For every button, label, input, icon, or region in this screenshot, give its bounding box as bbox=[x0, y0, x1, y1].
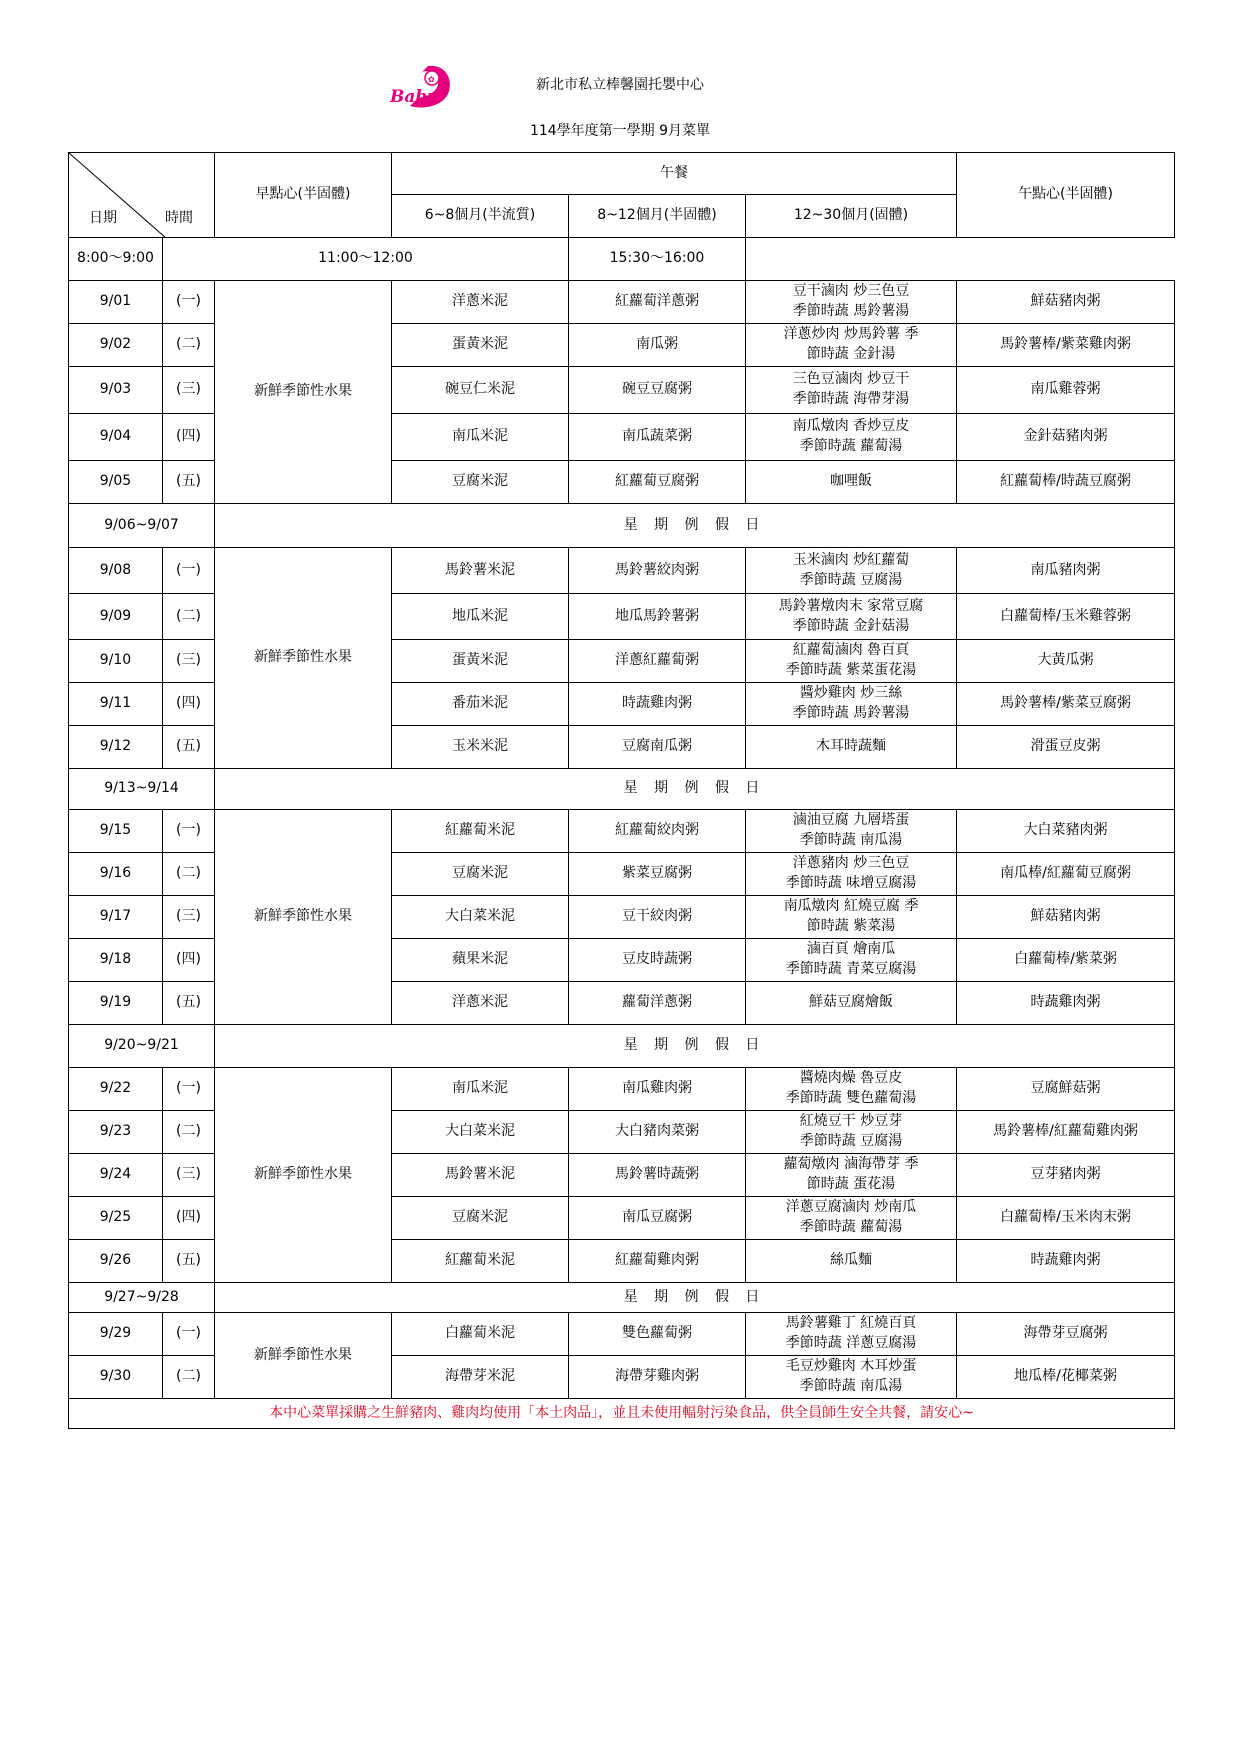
center-name: 新北市私立棒馨園托嬰中心 bbox=[536, 77, 704, 93]
afternoon-snack-dish: 南瓜雞蓉粥 bbox=[957, 367, 1175, 414]
holiday-label: 星 期 例 假 日 bbox=[215, 1025, 1175, 1068]
dish-line-1: 洋蔥炒肉 炒馬鈴薯 季 bbox=[783, 326, 919, 343]
day-of-week: (一) bbox=[163, 548, 215, 594]
footnote: 本中心菜單採購之生鮮豬肉、雞肉均使用「本土肉品」，並且未使用輻射污染食品，供全員師生安全共餐，請安心~ bbox=[69, 1399, 1175, 1429]
day-row bbox=[69, 810, 1175, 853]
lunch-12-30-dish bbox=[746, 1313, 957, 1356]
lunch-12-30-dish bbox=[746, 461, 957, 504]
lunch-12-30-dish bbox=[746, 1111, 957, 1154]
morning-time: 8:00～9:00 bbox=[69, 238, 163, 281]
lunch-12-30-dish bbox=[746, 1197, 957, 1240]
day-of-week: (五) bbox=[163, 1240, 215, 1283]
lunch-6-8-dish: 玉米米泥 bbox=[392, 726, 569, 769]
lunch-6-8-header: 6~8個月(半流質) bbox=[392, 195, 569, 238]
lunch-8-12-dish: 南瓜豆腐粥 bbox=[569, 1197, 746, 1240]
dish-line-1: 絲瓜麵 bbox=[830, 1252, 873, 1269]
dish-line-2: 季節時蔬 蘿蔔湯 bbox=[799, 1219, 903, 1235]
day-date: 9/01 bbox=[69, 281, 163, 324]
lunch-8-12-dish: 南瓜粥 bbox=[569, 324, 746, 367]
dish-line-2: 節時蔬 蛋花湯 bbox=[806, 1176, 896, 1192]
day-date: 9/10 bbox=[69, 640, 163, 683]
afternoon-snack-dish: 時蔬雞肉粥 bbox=[957, 1240, 1175, 1283]
lunch-6-8-dish: 海帶芽米泥 bbox=[392, 1356, 569, 1399]
day-of-week: (二) bbox=[163, 1111, 215, 1154]
lunch-6-8-dish: 大白菜米泥 bbox=[392, 1111, 569, 1154]
lunch-6-8-dish: 地瓜米泥 bbox=[392, 594, 569, 640]
day-of-week: (二) bbox=[163, 594, 215, 640]
day-of-week: (四) bbox=[163, 414, 215, 461]
morning-snack-header: 早點心(半固體) bbox=[215, 153, 392, 238]
lunch-6-8-dish: 紅蘿蔔米泥 bbox=[392, 810, 569, 853]
lunch-8-12-dish: 時蔬雞肉粥 bbox=[569, 683, 746, 726]
dish-line-2: 節時蔬 金針湯 bbox=[806, 346, 896, 362]
dish-line-1: 豆干滷肉 炒三色豆 bbox=[792, 283, 910, 300]
lunch-12-30-dish bbox=[746, 367, 957, 414]
dish-line-2: 季節時蔬 金針菇湯 bbox=[792, 617, 910, 634]
day-of-week: (二) bbox=[163, 324, 215, 367]
day-date: 9/15 bbox=[69, 810, 163, 853]
morning-fruit: 新鮮季節性水果 bbox=[215, 548, 392, 769]
afternoon-snack-dish: 鮮菇豬肉粥 bbox=[957, 281, 1175, 324]
lunch-12-30-dish bbox=[746, 896, 957, 939]
lunch-12-30-dish bbox=[746, 1240, 957, 1283]
lunch-8-12-dish: 蘿蔔洋蔥粥 bbox=[569, 982, 746, 1025]
day-row bbox=[69, 281, 1175, 324]
lunch-time: 11:00～12:00 bbox=[163, 238, 569, 281]
day-date: 9/22 bbox=[69, 1068, 163, 1111]
dish-line-2: 季節時蔬 青菜豆腐湯 bbox=[785, 961, 917, 977]
holiday-label: 星 期 例 假 日 bbox=[215, 769, 1175, 810]
page-header bbox=[0, 0, 1240, 150]
day-of-week: (二) bbox=[163, 1356, 215, 1399]
holiday-range: 9/06~9/07 bbox=[69, 504, 215, 548]
afternoon-snack-dish: 大黃瓜粥 bbox=[957, 640, 1175, 683]
lunch-12-30-dish bbox=[746, 1356, 957, 1399]
dish-line-1: 醬炒雞肉 炒三絲 bbox=[799, 685, 903, 702]
lunch-8-12-header: 8~12個月(半固體) bbox=[569, 195, 746, 238]
afternoon-snack-dish: 白蘿蔔棒/紫菜粥 bbox=[957, 939, 1175, 982]
dish-line-1: 洋蔥豆腐滷肉 炒南瓜 bbox=[785, 1199, 917, 1216]
lunch-8-12-dish: 豆皮時蔬粥 bbox=[569, 939, 746, 982]
afternoon-snack-dish: 大白菜豬肉粥 bbox=[957, 810, 1175, 853]
day-date: 9/04 bbox=[69, 414, 163, 461]
day-date: 9/16 bbox=[69, 853, 163, 896]
day-row bbox=[69, 1068, 1175, 1111]
day-date: 9/23 bbox=[69, 1111, 163, 1154]
day-of-week: (三) bbox=[163, 367, 215, 414]
dish-line-1: 紅燒豆干 炒豆芽 bbox=[799, 1113, 903, 1130]
dish-line-2: 季節時蔬 豆腐湯 bbox=[799, 571, 903, 588]
day-of-week: (二) bbox=[163, 853, 215, 896]
dish-line-2: 季節時蔬 馬鈴薯湯 bbox=[792, 705, 910, 721]
lunch-6-8-dish: 馬鈴薯米泥 bbox=[392, 548, 569, 594]
lunch-12-30-dish bbox=[746, 414, 957, 461]
holiday-row bbox=[69, 769, 1175, 810]
lunch-12-30-dish bbox=[746, 324, 957, 367]
afternoon-snack-dish: 紅蘿蔔棒/時蔬豆腐粥 bbox=[957, 461, 1175, 504]
lunch-6-8-dish: 蘋果米泥 bbox=[392, 939, 569, 982]
lunch-6-8-dish: 紅蘿蔔米泥 bbox=[392, 1240, 569, 1283]
day-row bbox=[69, 548, 1175, 594]
lunch-8-12-dish: 洋蔥紅蘿蔔粥 bbox=[569, 640, 746, 683]
holiday-row bbox=[69, 504, 1175, 548]
lunch-12-30-dish bbox=[746, 853, 957, 896]
day-date: 9/11 bbox=[69, 683, 163, 726]
day-row bbox=[69, 1313, 1175, 1356]
lunch-8-12-dish: 海帶芽雞肉粥 bbox=[569, 1356, 746, 1399]
lunch-8-12-dish: 紅蘿蔔絞肉粥 bbox=[569, 810, 746, 853]
time-header: 時間 bbox=[165, 210, 193, 226]
lunch-12-30-dish bbox=[746, 640, 957, 683]
dish-line-2: 季節時蔬 紫菜蛋花湯 bbox=[785, 662, 917, 678]
afternoon-snack-dish: 滑蛋豆皮粥 bbox=[957, 726, 1175, 769]
afternoon-snack-dish: 地瓜棒/花椰菜粥 bbox=[957, 1356, 1175, 1399]
lunch-6-8-dish: 蛋黃米泥 bbox=[392, 640, 569, 683]
day-date: 9/09 bbox=[69, 594, 163, 640]
lunch-12-30-header: 12~30個月(固體) bbox=[746, 195, 957, 238]
day-of-week: (四) bbox=[163, 683, 215, 726]
holiday-range: 9/20~9/21 bbox=[69, 1025, 215, 1068]
lunch-12-30-dish bbox=[746, 548, 957, 594]
morning-fruit: 新鮮季節性水果 bbox=[215, 1068, 392, 1283]
lunch-12-30-dish bbox=[746, 281, 957, 324]
day-date: 9/02 bbox=[69, 324, 163, 367]
day-of-week: (三) bbox=[163, 1154, 215, 1197]
lunch-8-12-dish: 紅蘿蔔洋蔥粥 bbox=[569, 281, 746, 324]
day-of-week: (一) bbox=[163, 1068, 215, 1111]
afternoon-snack-dish: 海帶芽豆腐粥 bbox=[957, 1313, 1175, 1356]
holiday-row bbox=[69, 1283, 1175, 1313]
dish-line-1: 滷油豆腐 九層塔蛋 bbox=[792, 812, 910, 829]
dish-line-2: 季節時蔬 雙色蘿蔔湯 bbox=[785, 1090, 917, 1106]
lunch-8-12-dish: 地瓜馬鈴薯粥 bbox=[569, 594, 746, 640]
lunch-8-12-dish: 南瓜雞肉粥 bbox=[569, 1068, 746, 1111]
lunch-8-12-dish: 紅蘿蔔豆腐粥 bbox=[569, 461, 746, 504]
morning-fruit: 新鮮季節性水果 bbox=[215, 1313, 392, 1399]
lunch-12-30-dish bbox=[746, 683, 957, 726]
lunch-6-8-dish: 白蘿蔔米泥 bbox=[392, 1313, 569, 1356]
lunch-12-30-dish bbox=[746, 1068, 957, 1111]
day-date: 9/05 bbox=[69, 461, 163, 504]
holiday-label: 星 期 例 假 日 bbox=[215, 1283, 1175, 1313]
lunch-12-30-dish bbox=[746, 982, 957, 1025]
dish-line-1: 洋蔥豬肉 炒三色豆 bbox=[792, 855, 910, 872]
afternoon-snack-dish: 豆腐鮮菇粥 bbox=[957, 1068, 1175, 1111]
date-header: 日期 bbox=[89, 210, 117, 226]
lunch-6-8-dish: 碗豆仁米泥 bbox=[392, 367, 569, 414]
menu-title: 114學年度第一學期 9月菜單 bbox=[529, 123, 711, 139]
dish-line-2: 節時蔬 紫菜湯 bbox=[806, 918, 896, 934]
day-date: 9/08 bbox=[69, 548, 163, 594]
lunch-12-30-dish bbox=[746, 594, 957, 640]
afternoon-snack-dish: 白蘿蔔棒/玉米雞蓉粥 bbox=[957, 594, 1175, 640]
lunch-6-8-dish: 豆腐米泥 bbox=[392, 461, 569, 504]
lunch-12-30-dish bbox=[746, 1154, 957, 1197]
lunch-8-12-dish: 南瓜蔬菜粥 bbox=[569, 414, 746, 461]
dish-line-2: 季節時蔬 豆腐湯 bbox=[799, 1133, 903, 1149]
svg-text:✿: ✿ bbox=[428, 75, 435, 84]
day-of-week: (五) bbox=[163, 726, 215, 769]
dish-line-2: 季節時蔬 洋蔥豆腐湯 bbox=[785, 1335, 917, 1351]
day-of-week: (一) bbox=[163, 281, 215, 324]
holiday-label: 星 期 例 假 日 bbox=[215, 504, 1175, 548]
dish-line-1: 馬鈴薯燉肉末 家常豆腐 bbox=[778, 597, 924, 614]
day-of-week: (一) bbox=[163, 1313, 215, 1356]
dish-line-2: 季節時蔬 馬鈴薯湯 bbox=[792, 303, 910, 319]
lunch-8-12-dish: 紅蘿蔔雞肉粥 bbox=[569, 1240, 746, 1283]
day-of-week: (三) bbox=[163, 640, 215, 683]
lunch-6-8-dish: 馬鈴薯米泥 bbox=[392, 1154, 569, 1197]
morning-fruit: 新鮮季節性水果 bbox=[215, 281, 392, 504]
holiday-range: 9/27~9/28 bbox=[69, 1283, 215, 1313]
day-date: 9/18 bbox=[69, 939, 163, 982]
afternoon-snack-dish: 白蘿蔔棒/玉米肉末粥 bbox=[957, 1197, 1175, 1240]
afternoon-snack-dish: 金針菇豬肉粥 bbox=[957, 414, 1175, 461]
lunch-8-12-dish: 大白豬肉菜粥 bbox=[569, 1111, 746, 1154]
lunch-8-12-dish: 豆干絞肉粥 bbox=[569, 896, 746, 939]
lunch-8-12-dish: 雙色蘿蔔粥 bbox=[569, 1313, 746, 1356]
afternoon-snack-dish: 馬鈴薯棒/紫菜豆腐粥 bbox=[957, 683, 1175, 726]
day-date: 9/19 bbox=[69, 982, 163, 1025]
lunch-6-8-dish: 南瓜米泥 bbox=[392, 414, 569, 461]
holiday-range: 9/13~9/14 bbox=[69, 769, 215, 810]
dish-line-2: 季節時蔬 海帶芽湯 bbox=[792, 391, 910, 407]
lunch-header: 午餐 bbox=[392, 153, 957, 195]
date-time-header bbox=[69, 153, 215, 238]
afternoon-snack-dish: 南瓜豬肉粥 bbox=[957, 548, 1175, 594]
dish-line-1: 鮮菇豆腐燴飯 bbox=[809, 994, 894, 1011]
day-of-week: (三) bbox=[163, 896, 215, 939]
footnote-row bbox=[69, 1399, 1175, 1429]
afternoon-time: 15:30～16:00 bbox=[569, 238, 746, 281]
afternoon-snack-dish: 馬鈴薯棒/紫菜雞肉粥 bbox=[957, 324, 1175, 367]
svg-text:Baby: Baby bbox=[390, 87, 438, 107]
lunch-6-8-dish: 洋蔥米泥 bbox=[392, 982, 569, 1025]
afternoon-snack-dish: 時蔬雞肉粥 bbox=[957, 982, 1175, 1025]
dish-line-1: 木耳時蔬麵 bbox=[816, 738, 887, 755]
dish-line-1: 南瓜燉肉 紅燒豆腐 季 bbox=[783, 898, 919, 915]
dish-line-1: 咖哩飯 bbox=[830, 473, 873, 490]
afternoon-snack-dish: 馬鈴薯棒/紅蘿蔔雞肉粥 bbox=[957, 1111, 1175, 1154]
lunch-8-12-dish: 馬鈴薯時蔬粥 bbox=[569, 1154, 746, 1197]
afternoon-snack-dish: 豆芽豬肉粥 bbox=[957, 1154, 1175, 1197]
lunch-12-30-dish bbox=[746, 810, 957, 853]
day-of-week: (五) bbox=[163, 461, 215, 504]
day-date: 9/26 bbox=[69, 1240, 163, 1283]
lunch-6-8-dish: 南瓜米泥 bbox=[392, 1068, 569, 1111]
day-date: 9/29 bbox=[69, 1313, 163, 1356]
lunch-6-8-dish: 洋蔥米泥 bbox=[392, 281, 569, 324]
day-of-week: (五) bbox=[163, 982, 215, 1025]
lunch-6-8-dish: 蛋黃米泥 bbox=[392, 324, 569, 367]
dish-line-2: 季節時蔬 南瓜湯 bbox=[799, 832, 903, 848]
dish-line-2: 季節時蔬 南瓜湯 bbox=[799, 1378, 903, 1394]
dish-line-1: 紅蘿蔔滷肉 魯百頁 bbox=[792, 642, 910, 659]
afternoon-snack-dish: 南瓜棒/紅蘿蔔豆腐粥 bbox=[957, 853, 1175, 896]
dish-line-1: 滷百頁 燴南瓜 bbox=[806, 941, 896, 958]
lunch-8-12-dish: 馬鈴薯絞肉粥 bbox=[569, 548, 746, 594]
lunch-8-12-dish: 豆腐南瓜粥 bbox=[569, 726, 746, 769]
menu-table bbox=[68, 152, 1175, 1429]
day-date: 9/12 bbox=[69, 726, 163, 769]
day-date: 9/24 bbox=[69, 1154, 163, 1197]
dish-line-1: 醬燒肉燥 魯豆皮 bbox=[799, 1070, 903, 1087]
day-date: 9/03 bbox=[69, 367, 163, 414]
lunch-8-12-dish: 碗豆豆腐粥 bbox=[569, 367, 746, 414]
lunch-6-8-dish: 豆腐米泥 bbox=[392, 853, 569, 896]
afternoon-snack-dish: 鮮菇豬肉粥 bbox=[957, 896, 1175, 939]
day-date: 9/30 bbox=[69, 1356, 163, 1399]
day-date: 9/25 bbox=[69, 1197, 163, 1240]
day-of-week: (四) bbox=[163, 1197, 215, 1240]
lunch-12-30-dish bbox=[746, 939, 957, 982]
lunch-6-8-dish: 番茄米泥 bbox=[392, 683, 569, 726]
dish-line-2: 季節時蔬 蘿蔔湯 bbox=[799, 438, 903, 454]
dish-line-1: 三色豆滷肉 炒豆干 bbox=[792, 371, 910, 388]
day-of-week: (四) bbox=[163, 939, 215, 982]
day-of-week: (一) bbox=[163, 810, 215, 853]
dish-line-1: 南瓜燉肉 香炒豆皮 bbox=[792, 418, 910, 435]
dish-line-2: 季節時蔬 味增豆腐湯 bbox=[785, 875, 917, 891]
dish-line-1: 毛豆炒雞肉 木耳炒蛋 bbox=[785, 1358, 917, 1375]
holiday-row bbox=[69, 1025, 1175, 1068]
lunch-6-8-dish: 豆腐米泥 bbox=[392, 1197, 569, 1240]
dish-line-1: 玉米滷肉 炒紅蘿蔔 bbox=[792, 551, 910, 568]
morning-fruit: 新鮮季節性水果 bbox=[215, 810, 392, 1025]
day-date: 9/17 bbox=[69, 896, 163, 939]
lunch-8-12-dish: 紫菜豆腐粥 bbox=[569, 853, 746, 896]
dish-line-1: 蘿蔔燉肉 滷海帶芽 季 bbox=[783, 1156, 919, 1173]
afternoon-snack-header: 午點心(半固體) bbox=[957, 153, 1175, 238]
lunch-6-8-dish: 大白菜米泥 bbox=[392, 896, 569, 939]
lunch-12-30-dish bbox=[746, 726, 957, 769]
dish-line-1: 馬鈴薯雞丁 紅燒百頁 bbox=[785, 1315, 917, 1332]
